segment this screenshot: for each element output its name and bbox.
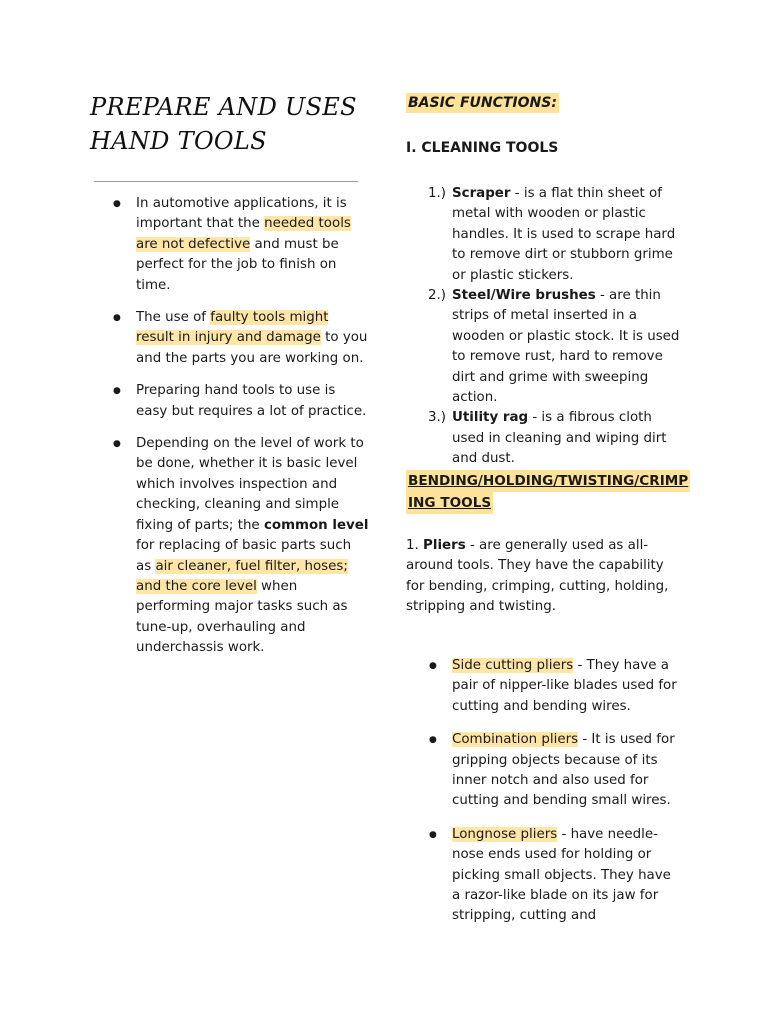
pliers-side-cutting	[426, 656, 682, 717]
tool-name: Steel/Wire brushes	[452, 288, 596, 304]
intro-bullet-3	[108, 381, 370, 422]
bullet-text: Preparing hand tools to use is easy but requires a lot of practice.	[136, 383, 367, 419]
pliers-combination	[426, 730, 682, 812]
pliers-longnose	[426, 825, 682, 927]
item-number: 1.	[406, 538, 419, 553]
item-number: 2.)	[428, 288, 447, 304]
bullet-text: The use of	[136, 310, 211, 326]
title-line-2: HAND TOOLS	[90, 127, 267, 155]
bending-tools-heading	[406, 470, 690, 514]
cleaning-tool-wire-brush	[424, 286, 688, 408]
intro-bullet-list	[108, 194, 370, 659]
basic-functions-label: BASIC FUNCTIONS:	[408, 95, 557, 111]
pliers-name: Side cutting pliers	[452, 658, 574, 673]
tool-desc: - is a flat thin sheet of metal with wooden or plastic handles. It is used to scrape hard to remove dirt or stubborn grime or plastic stickers.	[452, 186, 676, 283]
tool-desc: - are thin strips of metal inserted in a wooden or plastic stock. It is used to remove rust, hard to remove dirt and grime with sweeping action.	[452, 288, 680, 406]
pliers-type-list	[426, 656, 682, 927]
cleaning-tools-list	[424, 184, 688, 470]
intro-bullet-2	[108, 308, 370, 369]
pliers-intro	[406, 536, 678, 618]
bullet-highlight: faulty tools might result in injury and damage	[136, 310, 329, 346]
tool-desc: - are generally used as all-around tools. They have the capability for bending, crimping, cutting, holding, stripping and twisting.	[406, 538, 669, 615]
tool-name: Pliers	[423, 538, 466, 553]
intro-bullet-1	[108, 194, 370, 296]
item-number: 1.)	[428, 186, 447, 201]
pliers-desc: - It is used for gripping objects because of its inner notch and also used for cutting and bending small wires.	[452, 732, 675, 809]
title-divider	[94, 181, 358, 182]
bullet-text: to you and the parts you are working on.	[136, 330, 368, 366]
tool-name: Utility rag	[452, 410, 529, 426]
bullet-text: Depending on the level of work to be done, whether it is basic level which involves inspection and checking, cleaning and simple fixing of parts; the	[136, 436, 364, 533]
pliers-name: Combination pliers	[452, 732, 579, 748]
item-number: 3.)	[428, 410, 447, 426]
bullet-text: In automotive applications, it is important that the	[136, 196, 347, 232]
tool-desc: - is a fibrous cloth used in cleaning and wiping dirt and dust.	[452, 410, 667, 467]
cleaning-tool-scraper	[424, 184, 688, 286]
intro-bullet-4	[108, 434, 370, 658]
bullet-text: and must be perfect for the job to finish on time.	[136, 236, 339, 293]
pliers-desc: - have needle-nose ends used for holding or picking small objects. They have a razor-like blade on its jaw for stripping, cutting and	[452, 826, 671, 924]
tool-name: Scraper	[452, 186, 511, 201]
bullet-text: when performing major tasks such as tune-up, overhauling and underchassis work.	[136, 578, 348, 656]
bending-heading-line-2: ING TOOLS	[406, 492, 493, 514]
cleaning-tools-heading: I. CLEANING TOOLS	[406, 140, 559, 156]
bullet-bold: common level	[263, 517, 369, 533]
basic-functions-heading	[406, 95, 559, 111]
document-title	[90, 90, 370, 158]
cleaning-tool-utility-rag	[424, 408, 688, 469]
bullet-highlight: air cleaner, fuel filter, hoses; and the core level	[136, 558, 348, 594]
title-line-1: PREPARE AND USES	[90, 93, 357, 121]
bullet-highlight: needed tools are not defective	[136, 216, 351, 252]
bullet-text: for replacing of basic parts such as	[136, 538, 352, 574]
pliers-name: Longnose pliers	[452, 826, 558, 842]
bending-heading-line-1: BENDING/HOLDING/TWISTING/CRIMP	[406, 470, 690, 492]
pliers-desc: - They have a pair of nipper-like blades used for cutting and bending wires.	[452, 658, 677, 714]
